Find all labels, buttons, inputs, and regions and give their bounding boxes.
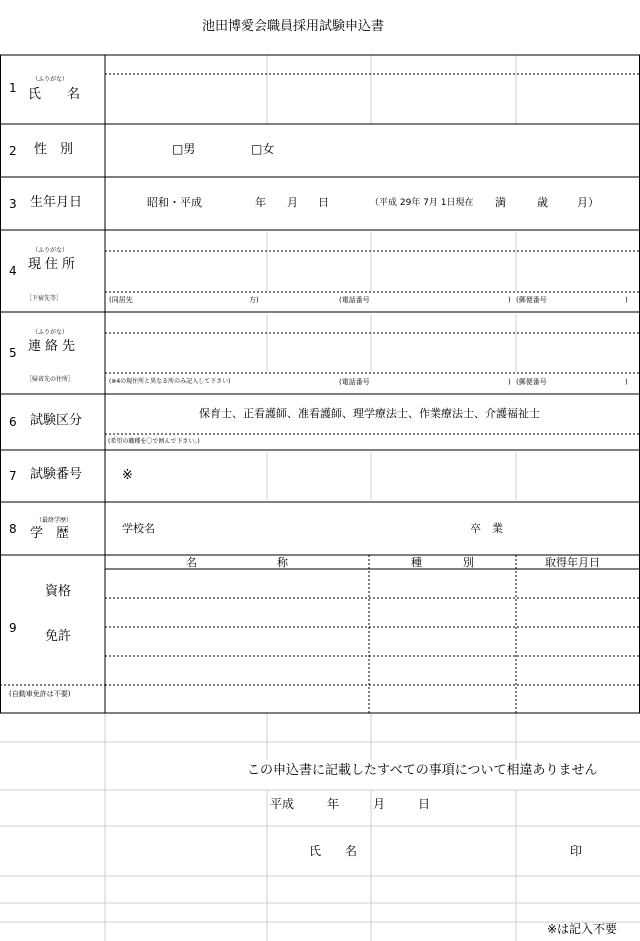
declaration-day-label: 日 [418, 797, 431, 811]
name-furigana-field[interactable] [106, 56, 639, 74]
row-4-ruby-label: （ふりがな） [32, 247, 69, 254]
row-9-label-license: 免許 [45, 629, 72, 644]
qualification-header-kind-1: 種 [411, 556, 422, 569]
exam-number-mark: ※ [122, 468, 133, 483]
address-phone-label: (電話番号 [339, 296, 370, 304]
row-1-number: 1 [9, 81, 17, 95]
age-as-of-label: （平成 29年 7月 1日現在 [370, 198, 474, 208]
school-name-label: 学校名 [122, 522, 155, 535]
row-6-label: 試験区分 [30, 413, 83, 428]
row-8-label: 学 歴 [30, 526, 70, 541]
declaration-month-label: 月 [373, 797, 386, 811]
row-4-sub-label: ［下宿先等］ [26, 295, 63, 302]
age-full-label: 満 [495, 196, 506, 209]
address-phone-close: ) [508, 296, 511, 304]
row-9-note: (自動車免許は不要) [9, 690, 71, 698]
contact-note: (※4の現住所と異なる所のみ記入して下さい) [109, 378, 231, 385]
contact-postal-close: ) [625, 378, 628, 386]
gender-female-checkbox[interactable]: □女 [251, 142, 275, 156]
birth-year-label: 年 [255, 196, 266, 209]
row-8-number: 8 [9, 522, 17, 536]
contact-postal-label: (郵便番号 [516, 378, 547, 386]
name-field[interactable] [106, 75, 639, 123]
row-3-label: 生年月日 [30, 195, 83, 210]
row-2-number: 2 [9, 144, 17, 158]
qualification-header-name-1: 名 [186, 556, 197, 569]
gender-male-checkbox[interactable]: □男 [172, 142, 196, 156]
address-postal-close: ) [625, 296, 628, 304]
declaration-era: 平成 [270, 797, 295, 811]
contact-phone-close: ) [508, 378, 511, 386]
age-months-label: 月） [577, 196, 599, 209]
address-postal-label: (郵便番号 [516, 296, 547, 304]
address-furigana-field[interactable] [106, 231, 639, 250]
row-4-number: 4 [9, 264, 17, 278]
row-8-ruby-label: （最終学歴） [36, 517, 73, 524]
declaration-year-label: 年 [327, 797, 340, 811]
row-9-number: 9 [9, 621, 17, 635]
signature-name-field[interactable] [370, 835, 560, 867]
qualification-header-name-2: 称 [277, 556, 288, 569]
qualification-header-kind-2: 別 [463, 556, 474, 569]
signature-name-label: 氏 名 [309, 844, 358, 858]
contact-furigana-field[interactable] [106, 313, 639, 332]
birth-day-label: 日 [318, 196, 329, 209]
age-years-label: 歳 [537, 196, 548, 209]
declaration-statement: この申込書に記載したすべての事項について相違ありません [247, 763, 598, 778]
exam-category-options[interactable]: 保育士、正看護師、准看護師、理学療法士、作業療法士、介護福祉士 [199, 407, 540, 420]
cohabitant-suffix: 方) [249, 296, 259, 304]
row-5-label: 連絡先 [28, 339, 80, 354]
cohabitant-label: (同居先 [109, 296, 133, 304]
row-5-sub-label: ［帰省先の住所］ [26, 376, 75, 383]
form-title: 池田博愛会職員採用試験申込書 [202, 19, 385, 34]
contact-phone-label: (電話番号 [339, 378, 370, 386]
row-7-number: 7 [9, 469, 17, 483]
row-7-label: 試験番号 [30, 467, 83, 482]
row-9-label-qualification: 資格 [45, 584, 72, 599]
birth-month-label: 月 [287, 196, 298, 209]
row-5-number: 5 [9, 346, 17, 360]
seal-label: 印 [570, 844, 583, 858]
row-1-label: 氏 名 [28, 87, 81, 102]
row-2-label: 性 別 [34, 142, 74, 157]
exam-category-note: (希望の職種を〇で囲んで下さい。) [108, 438, 200, 445]
birth-era-options[interactable]: 昭和・平成 [147, 196, 202, 209]
graduation-label: 卒 業 [470, 522, 503, 535]
qualification-header-date: 取得年月日 [545, 556, 600, 569]
row-6-number: 6 [9, 415, 17, 429]
school-name-field[interactable] [175, 510, 460, 548]
address-field[interactable] [106, 252, 639, 291]
contact-address-field[interactable] [106, 334, 639, 372]
row-3-number: 3 [9, 197, 17, 211]
footer-note: ※は記入不要 [547, 922, 618, 936]
row-4-label: 現住所 [28, 257, 80, 272]
row-1-ruby-label: （ふりがな） [32, 76, 69, 83]
row-5-ruby-label: （ふりがな） [32, 329, 69, 336]
